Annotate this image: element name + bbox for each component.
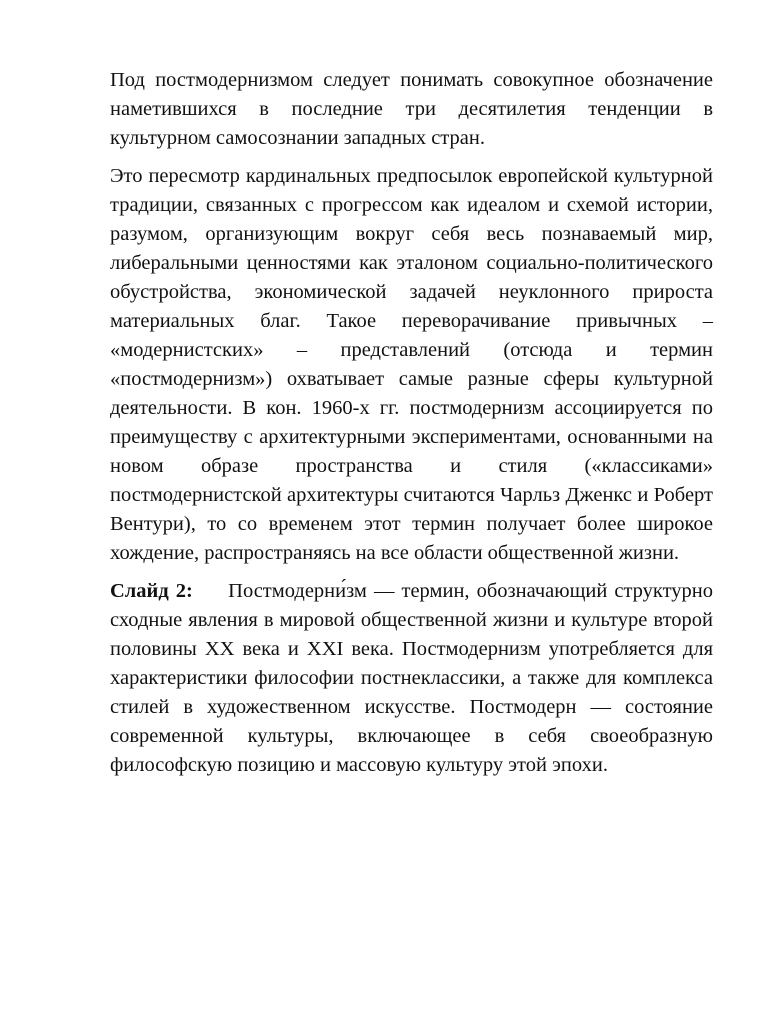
paragraph-intro — [110, 66, 713, 153]
paragraph-text: Постмодерни́зм — термин, обозначающий структурно сходные явления в мировой общественной жизни и культуре второй половины XX века и XXI века. Постмодернизм употребляется для характеристики философии постнеклассики, а также для комплекса стилей в художественном искусстве. Постмодерн — состояние современной культуры, включающее в себя своеобразную философскую позицию и массовую культуру этой эпохи. — [110, 580, 714, 776]
paragraph-revision — [110, 162, 713, 568]
paragraph-slide-2 — [110, 577, 713, 780]
paragraph-text: Под постмодернизмом следует понимать совокупное обозначение наметившихся в последние три десятилетия тенденции в культурном самосознании западных стран. — [110, 69, 713, 149]
document-page — [110, 66, 713, 789]
paragraph-text: Это пересмотр кардинальных предпосылок европейской культурной традиции, связанных с прогрессом как идеалом и схемой истории, разумом, организующим вокруг себя весь познаваемый мир, либеральными ценностями как эталоном социально-политического обустройства, экономической задачей неуклонного прироста материальных благ. Такое переворачивание привычных – «модернистских» – представлений (отсюда и термин «постмодернизм») охватывает самые разные сферы культурной деятельности. В кон. 1960-х гг. постмодернизм ассоциируется по преимуществу с архитектурными экспериментами, основанными на новом образе пространства и стиля («классиками» постмодернистской архитектуры считаются Чарльз Дженкс и Роберт Вентури), то со временем этот термин получает более широкое хождение, распространяясь на все области общественной жизни. — [110, 165, 713, 564]
slide-label: Слайд 2: — [110, 580, 193, 602]
